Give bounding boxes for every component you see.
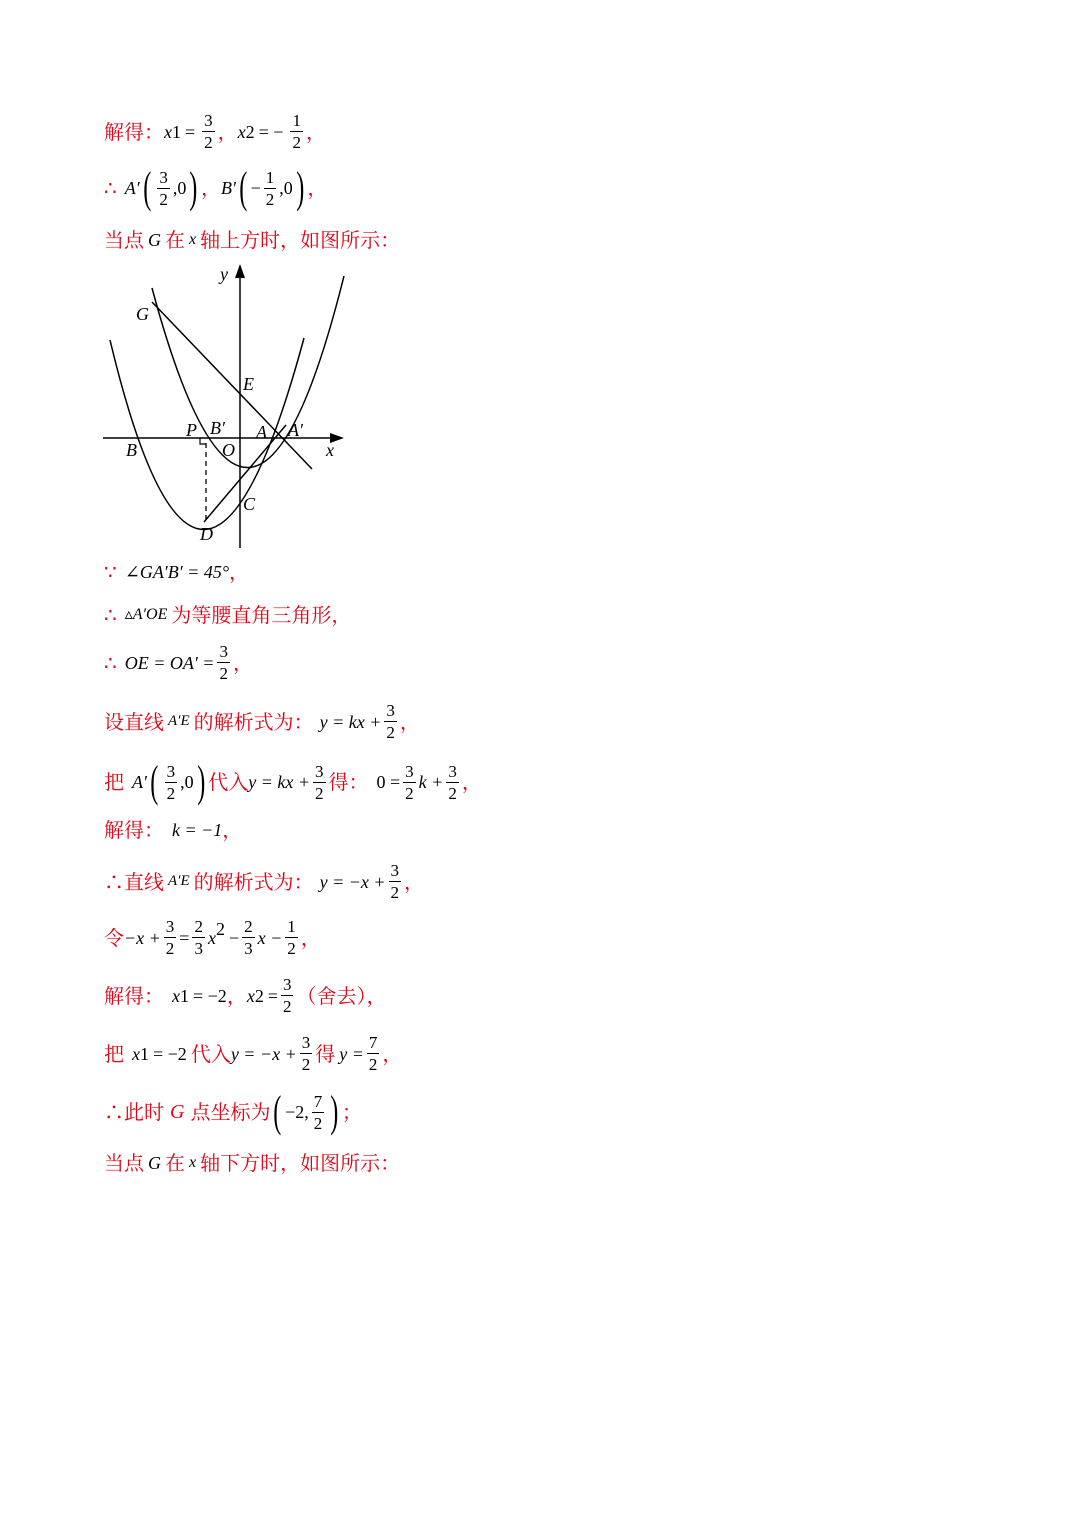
numerator: 1 — [292, 111, 301, 130]
label-e: E — [243, 374, 254, 394]
numerator: 7 — [313, 1091, 323, 1111]
numerator: 7 — [368, 1033, 378, 1052]
equals: = — [185, 121, 196, 142]
term: −x + — [124, 927, 161, 948]
solution-line-14 — [104, 1087, 362, 1136]
denominator: 2 — [165, 939, 175, 958]
numerator: 3 — [204, 111, 213, 130]
solution-line-9 — [104, 820, 242, 840]
angle-expression: ∠GA′B′ = 45° — [124, 562, 230, 582]
text: 当点 — [104, 228, 144, 252]
label-a-prime: A′ — [288, 420, 303, 440]
equals-minus: = − — [258, 121, 284, 142]
numerator: 3 — [390, 861, 400, 880]
fraction — [312, 1093, 325, 1132]
left-paren: ( — [142, 163, 152, 212]
var-x: x — [189, 1154, 197, 1171]
equation: y = — [339, 1043, 364, 1064]
text: 解得： — [104, 818, 164, 842]
numerator: 3 — [386, 701, 395, 720]
text: 当点 — [104, 1151, 144, 1175]
fraction — [290, 112, 303, 151]
var-x: x — [237, 121, 246, 142]
length-expression: OE = OA′ = — [124, 652, 215, 673]
fraction — [157, 169, 170, 208]
numerator: 1 — [265, 167, 275, 187]
point-g: G — [170, 1101, 185, 1123]
text: 把 — [104, 1041, 124, 1066]
var-x: x — [132, 1043, 140, 1064]
fraction — [384, 702, 397, 741]
solution-line-5 — [104, 605, 351, 625]
parabola-figure — [100, 258, 360, 554]
point-a-prime: A′ — [132, 772, 147, 792]
right-paren: ) — [296, 163, 305, 212]
y-axis-arrow — [235, 264, 245, 278]
comma: ， — [399, 709, 420, 734]
comma: ， — [300, 925, 321, 950]
denominator: 2 — [368, 1055, 378, 1074]
fraction — [202, 112, 215, 151]
text: 解得： — [104, 983, 164, 1008]
because-symbol: ∵ — [104, 560, 117, 584]
solution-line-11 — [104, 918, 321, 957]
comma: ， — [382, 1041, 403, 1066]
text: 在 — [165, 1151, 185, 1175]
left-paren: ( — [239, 163, 248, 212]
text: 在 — [165, 228, 185, 252]
numerator: 3 — [448, 761, 457, 781]
fraction — [281, 976, 294, 1015]
denominator: 2 — [313, 1113, 323, 1133]
denominator: 2 — [386, 723, 395, 742]
denominator: 2 — [159, 189, 168, 209]
equation: = −2 — [193, 985, 227, 1006]
fraction — [313, 763, 326, 802]
solution-line-6 — [104, 643, 253, 682]
equals: = — [267, 985, 278, 1006]
coord-zero: ,0 — [279, 178, 293, 198]
left-paren: ( — [273, 1087, 282, 1136]
label-b-prime: B′ — [210, 418, 225, 438]
label-x: x — [326, 440, 334, 460]
text: 的解析式为： — [193, 869, 314, 894]
fraction — [217, 643, 230, 682]
solution-line-15 — [104, 1153, 400, 1173]
numerator: 3 — [219, 642, 228, 661]
text: 点坐标为 — [190, 1100, 271, 1124]
right-paren: ) — [330, 1087, 339, 1136]
denominator: 2 — [265, 189, 275, 209]
text: （舍去）， — [296, 983, 387, 1008]
denominator: 2 — [390, 883, 400, 902]
parabola-translated — [152, 276, 344, 468]
var-x: x — [172, 985, 180, 1006]
comma: ， — [461, 770, 482, 794]
comma: ， — [404, 869, 425, 894]
fraction — [389, 862, 402, 901]
subscript: 2 — [245, 121, 255, 142]
denominator: 2 — [448, 783, 457, 803]
text: 得： — [328, 770, 369, 794]
numerator: 2 — [194, 917, 203, 936]
solution-line-4 — [104, 562, 249, 582]
therefore-symbol: ∴ — [104, 603, 117, 627]
fraction — [264, 169, 277, 208]
text: 为等腰直角三角形， — [171, 603, 352, 627]
denominator: 2 — [282, 997, 292, 1016]
denominator: 2 — [405, 783, 414, 803]
numerator: 3 — [405, 761, 414, 781]
fraction — [300, 1034, 313, 1073]
var-x: x — [189, 231, 197, 248]
comma: ， — [232, 650, 253, 675]
line-ae: A′E — [168, 713, 190, 729]
comma: ， — [200, 176, 221, 200]
text: 的解析式为： — [193, 709, 314, 734]
solution-line-10 — [104, 862, 424, 901]
point-a-prime: A′ — [124, 178, 140, 198]
fraction — [164, 918, 177, 957]
coord-zero: ,0 — [172, 178, 187, 198]
equation: k = −1 — [172, 820, 223, 840]
solution-line-13 — [104, 1034, 402, 1073]
triangle-expression: ▵A′OE — [124, 606, 168, 623]
denominator: 2 — [292, 133, 301, 152]
comma: ， — [229, 560, 250, 584]
comma: ， — [222, 818, 243, 842]
numerator: 3 — [282, 975, 292, 994]
fraction — [367, 1034, 380, 1073]
equation: y = kx + — [319, 711, 382, 732]
term-k: k + — [418, 772, 444, 792]
therefore-symbol: ∴ — [104, 176, 117, 200]
coord-value: −2, — [285, 1102, 309, 1122]
fraction — [242, 918, 255, 957]
right-paren: ) — [189, 163, 198, 212]
equation: y = −x + — [319, 871, 386, 892]
denominator: 2 — [301, 1055, 311, 1074]
subscript: 1 — [172, 121, 181, 142]
denominator: 2 — [219, 664, 228, 683]
numerator: 3 — [159, 167, 168, 187]
var-x: x — [246, 985, 255, 1006]
solution-line-3 — [104, 230, 400, 250]
text: 代入 — [190, 1041, 231, 1066]
denominator: 3 — [244, 939, 253, 958]
text: 轴上方时，如图所示： — [200, 228, 401, 252]
fraction — [446, 763, 459, 802]
numerator: 3 — [301, 1033, 311, 1052]
point-g: G — [148, 230, 161, 250]
label-b: B — [126, 440, 137, 460]
point-g: G — [148, 1153, 161, 1173]
denominator: 2 — [204, 133, 213, 152]
subscript: 2 — [254, 985, 264, 1006]
solution-line-8 — [104, 757, 482, 806]
comma: ， — [305, 119, 326, 144]
text: 轴下方时，如图所示： — [200, 1151, 401, 1175]
subscript: 1 — [140, 1043, 149, 1064]
label-g: G — [136, 304, 149, 324]
numerator: 3 — [165, 917, 175, 936]
denominator: 3 — [194, 939, 203, 958]
superscript: 2 — [215, 919, 225, 939]
numerator: 3 — [315, 761, 324, 781]
solution-line-7 — [104, 702, 420, 741]
text: 设直线 — [104, 709, 164, 734]
text: ∴此时 — [104, 1100, 164, 1124]
text: 得 — [315, 1041, 336, 1066]
equation: y = kx + — [248, 772, 311, 792]
term: x − — [257, 927, 283, 948]
equation: y = −x + — [230, 1043, 297, 1064]
text: 把 — [104, 770, 124, 794]
comma: ， — [307, 176, 328, 200]
fraction — [192, 918, 205, 957]
equation: = −2 — [153, 1043, 187, 1064]
fraction — [285, 918, 298, 957]
minus: − — [250, 178, 261, 198]
label-a: A — [256, 422, 267, 442]
line-ae: A′E — [168, 873, 190, 889]
equals: = — [179, 927, 190, 948]
label-o: O — [222, 440, 235, 460]
left-paren: ( — [150, 757, 159, 806]
numerator: 2 — [244, 917, 253, 936]
point-b-prime: B′ — [220, 178, 236, 198]
text: 令 — [104, 925, 124, 950]
semicolon: ； — [341, 1100, 362, 1124]
solution-line-2 — [104, 163, 328, 212]
solution-line-12 — [104, 976, 386, 1015]
var-x: x — [207, 927, 216, 948]
right-paren: ) — [196, 757, 205, 806]
label-p: P — [186, 420, 197, 440]
label-c: C — [243, 494, 256, 514]
right-angle-mark — [200, 438, 206, 444]
comma: ， — [217, 119, 238, 144]
coord-zero: ,0 — [180, 772, 194, 792]
denominator: 2 — [166, 783, 176, 803]
denominator: 2 — [287, 939, 296, 958]
var-x: x — [164, 121, 172, 142]
label-d: D — [200, 524, 213, 544]
text: ∴直线 — [104, 869, 164, 894]
equation: 0 = — [376, 772, 401, 792]
numerator: 1 — [287, 917, 296, 936]
lead-text: 解得： — [104, 119, 164, 144]
numerator: 3 — [166, 761, 176, 781]
label-y: y — [220, 264, 228, 284]
solution-line-1 — [104, 112, 326, 151]
fraction — [403, 763, 416, 802]
comma: ， — [226, 983, 247, 1008]
text: 代入 — [208, 770, 249, 794]
therefore-symbol: ∴ — [104, 650, 117, 675]
fraction — [165, 763, 178, 802]
denominator: 2 — [315, 783, 324, 803]
subscript: 1 — [180, 985, 189, 1006]
minus: − — [228, 927, 240, 948]
